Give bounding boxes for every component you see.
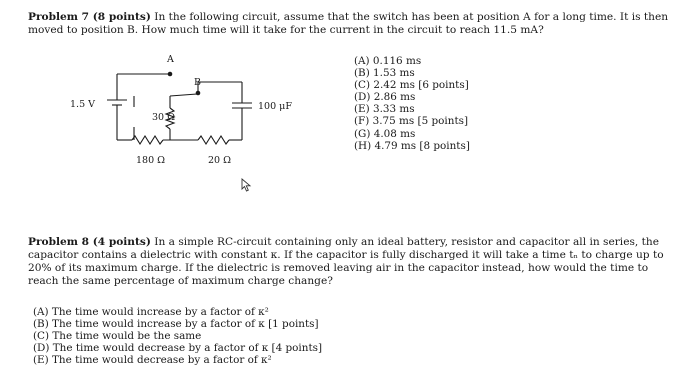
choice-item: (A) 0.116 ms [354,55,422,67]
problem-8 [28,236,676,288]
choice-item: (B) 1.53 ms [354,67,415,80]
problem-7-title: Problem 7 (8 points) [28,11,151,23]
choice-item: (G) 4.08 ms [354,127,416,140]
circuit-diagram [70,50,330,170]
resistor-30-label: 30 Ω [152,112,175,123]
capacitor-label: 100 μF [258,101,292,112]
choice-item: (F) 3.75 ms [ 5 points ] [354,115,470,127]
choice-item: (E) 3.33 ms [354,103,415,116]
choice-item: (B) The time would increase by a factor of κ [ 1 points ] [33,318,322,330]
switch-a-label: A [167,54,174,65]
switch-blade [170,94,197,96]
switch-contact-a [168,72,173,77]
problem-7-choices [354,55,470,152]
choice-item: (A) The time would increase by a factor of κ² [33,306,269,318]
resistor-20-label: 20 Ω [208,155,231,166]
mouse-pointer-icon [241,178,253,192]
problem-7 [28,11,676,37]
problem-8-title: Problem 8 (4 points) [28,236,151,248]
switch-b-label: B [194,77,201,88]
choice-item: (D) 2.86 ms [354,91,416,104]
problem-7-text: In the following circuit, assume that the switch has been at position A for a long time. It is then moved to position B. How much time will it take for the current in the circuit to reach 11.5 mA? [28,11,669,36]
choice-item: (H) 4.79 ms [ 8 points ] [354,140,470,152]
problem-8-text: In a simple RC-circuit containing only an ideal battery, resistor and capacitor all in series, the capacitor contains a dielectric with constant κ. If the capacitor is fully discharged it will take a time tₙ to charge up to 20% of its maximum charge. If the dielectric is removed leaving air in the capacitor instead, how would the time to reach the same percentage of maximum charge change? [28,236,664,287]
choice-item: (E) The time would decrease by a factor of κ² [33,354,272,367]
problem-8-choices [33,306,322,366]
battery-label: 1.5 V [70,99,95,110]
switch-contact-b [196,91,201,96]
resistor-180-label: 180 Ω [136,155,166,166]
choice-item: (D) The time would decrease by a factor of κ [ 4 points ] [33,342,322,354]
choice-item: (C) The time would be the same [33,330,202,343]
choice-item: (C) 2.42 ms [ 6 points ] [354,79,470,91]
